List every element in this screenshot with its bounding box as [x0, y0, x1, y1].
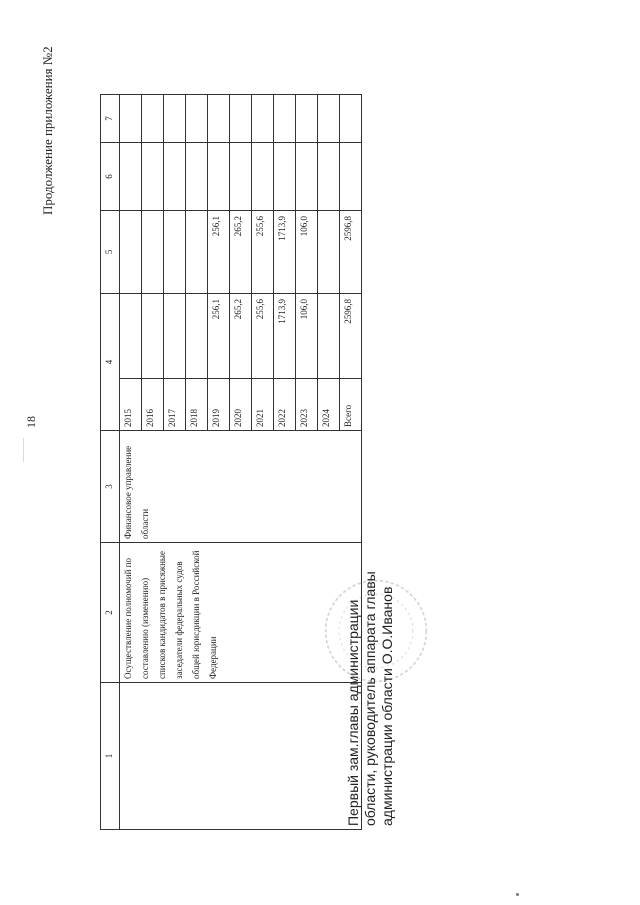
cell-col6	[164, 143, 186, 211]
cell-year: 2024	[318, 379, 340, 431]
cell-col5-value: 2596,8	[340, 211, 362, 294]
cell-col5-value	[142, 211, 164, 294]
cell-year: 2023	[296, 379, 318, 431]
cell-col5-value: 1713,9	[274, 211, 296, 294]
table-row	[120, 95, 142, 830]
cell-col4-value: 2596,8	[340, 294, 362, 379]
col-num-6: 6	[101, 143, 120, 211]
cell-col6	[120, 143, 142, 211]
scan-mark: ———	[18, 438, 27, 462]
col-num-4: 4	[101, 294, 120, 431]
cell-col4-value	[318, 294, 340, 379]
cell-col5-value	[164, 211, 186, 294]
signature-line-3: администрации области О.О.Иванов	[379, 586, 395, 826]
cell-col5-value: 255,6	[252, 211, 274, 294]
cell-col7	[274, 95, 296, 143]
cell-col7	[120, 95, 142, 143]
cell-col6	[340, 143, 362, 211]
cell-col6	[318, 143, 340, 211]
cell-col7	[186, 95, 208, 143]
cell-col5-value	[186, 211, 208, 294]
cell-executor: Финансовое управление области	[120, 431, 362, 543]
cell-col4-value	[164, 294, 186, 379]
cell-col5-value	[318, 211, 340, 294]
cell-col7	[318, 95, 340, 143]
cell-year: 2016	[142, 379, 164, 431]
cell-col5-value: 265,2	[230, 211, 252, 294]
column-number-row	[101, 95, 120, 830]
cell-col5-value: 256,1	[208, 211, 230, 294]
cell-col6	[296, 143, 318, 211]
cell-year: 2020	[230, 379, 252, 431]
cell-year: Всего	[340, 379, 362, 431]
cell-col4-value	[142, 294, 164, 379]
cell-year: 2019	[208, 379, 230, 431]
appendix-table-container	[100, 95, 360, 830]
signature-line-1: Первый зам.главы администрации	[345, 599, 361, 826]
page-number: 18	[24, 416, 38, 428]
cell-col5-value: 106,0	[296, 211, 318, 294]
cell-col6	[208, 143, 230, 211]
cell-col4-value: 256,1	[208, 294, 230, 379]
cell-col7	[142, 95, 164, 143]
cell-col4-value: 255,6	[252, 294, 274, 379]
cell-col6	[252, 143, 274, 211]
cell-year: 2018	[186, 379, 208, 431]
cell-col7	[340, 95, 362, 143]
cell-year: 2017	[164, 379, 186, 431]
cell-col4-value: 1713,9	[274, 294, 296, 379]
cell-year: 2021	[252, 379, 274, 431]
cell-col4-value: 106,0	[296, 294, 318, 379]
cell-col7	[164, 95, 186, 143]
cell-col6	[230, 143, 252, 211]
appendix-table	[100, 94, 362, 830]
cell-col4-value: 265,2	[230, 294, 252, 379]
cell-col6	[186, 143, 208, 211]
cell-col6	[142, 143, 164, 211]
cell-col5-value	[120, 211, 142, 294]
cell-year: 2015	[120, 379, 142, 431]
col-num-5: 5	[101, 211, 120, 294]
col-num-3: 3	[101, 431, 120, 543]
cell-description: Осуществление полномочий по составлению (изменению) списков кандидатов в присяжные заседатели федеральных судов общей юрисдикции в Российской Федерации	[120, 543, 362, 683]
cell-col7	[296, 95, 318, 143]
col-num-7: 7	[101, 95, 120, 143]
signature-line-2: области, руководитель аппарата главы	[362, 571, 378, 826]
col-num-1: 1	[101, 683, 120, 830]
cell-year: 2022	[274, 379, 296, 431]
cell-col4-value	[186, 294, 208, 379]
cell-col7	[252, 95, 274, 143]
cell-col7	[208, 95, 230, 143]
scan-dust	[516, 893, 519, 896]
cell-col4-value	[120, 294, 142, 379]
cell-col6	[274, 143, 296, 211]
signature-block	[345, 571, 396, 826]
cell-col7	[230, 95, 252, 143]
cell-col1	[120, 683, 362, 830]
continuation-label: Продолжение приложения №2	[40, 46, 55, 215]
col-num-2: 2	[101, 543, 120, 683]
